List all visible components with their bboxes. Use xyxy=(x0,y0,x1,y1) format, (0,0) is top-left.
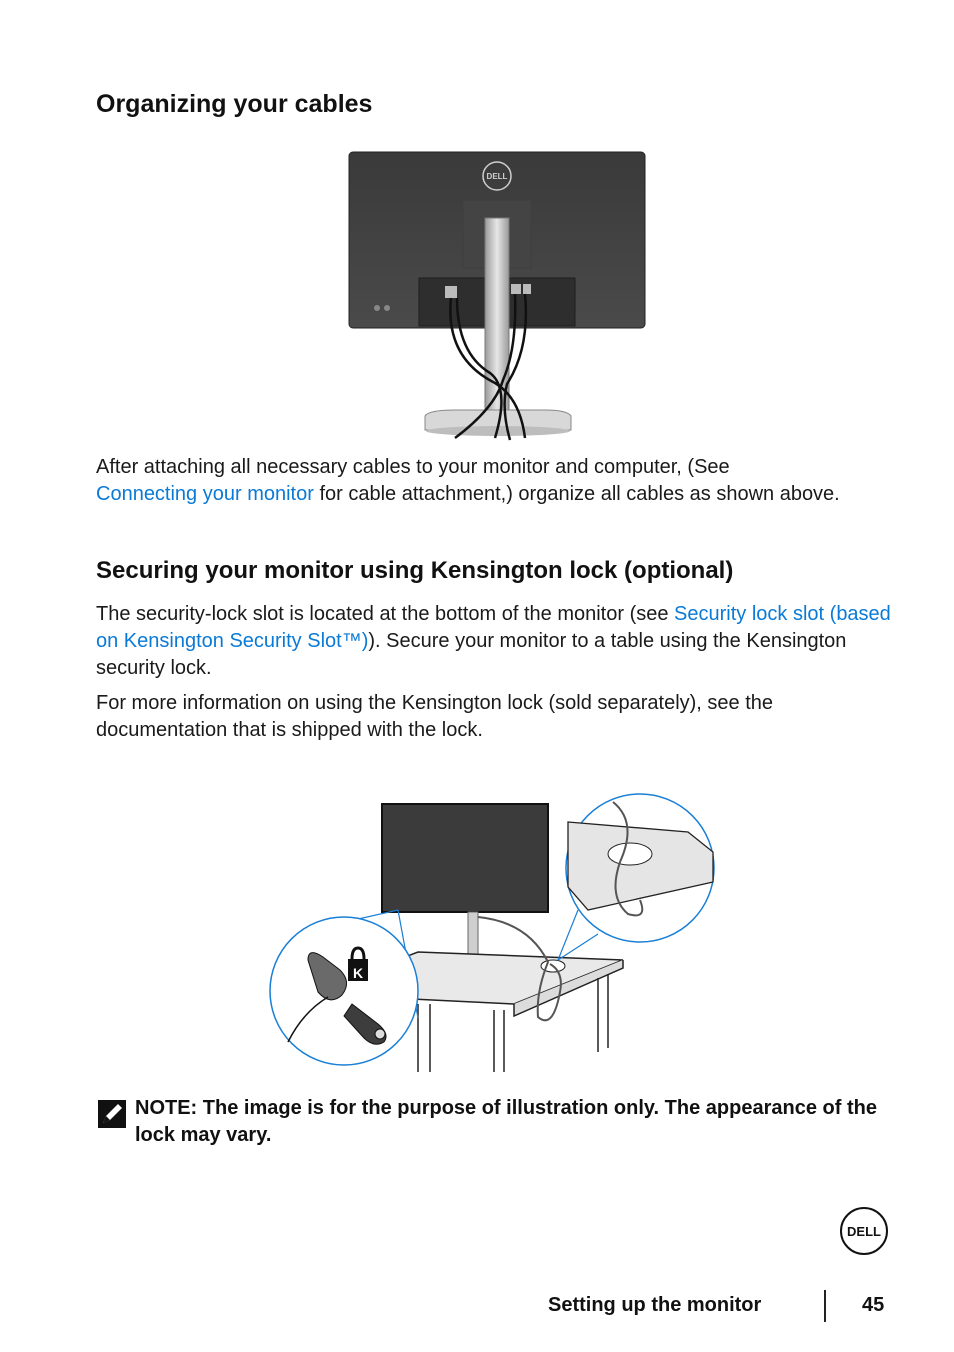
organize-cables-paragraph xyxy=(96,454,896,508)
connecting-monitor-link[interactable]: Connecting your monitor xyxy=(96,483,314,505)
paragraph-text: for cable attachment,) organize all cables as shown above. xyxy=(313,483,840,505)
footer-divider xyxy=(824,1290,826,1322)
paragraph-text: ). Secure your monitor to a table using the Kensington security lock. xyxy=(96,630,847,679)
note-pencil-icon xyxy=(98,1100,126,1128)
kensington-lock-illustration xyxy=(268,792,720,1077)
monitor-rear-cables-illustration xyxy=(345,148,650,443)
section-heading-kensington: Securing your monitor using Kensington lock (optional) xyxy=(96,557,734,584)
page-number: 45 xyxy=(862,1294,885,1316)
footer-section-title: Setting up the monitor xyxy=(548,1294,762,1316)
dell-logo-text: DELL xyxy=(847,1224,881,1239)
security-lock-slot-link[interactable]: Security lock slot (based on Kensington Security Slot™) xyxy=(96,603,891,652)
dell-logo-text: DELL xyxy=(486,172,508,181)
security-slot-paragraph xyxy=(96,601,891,682)
paragraph-text: After attaching all necessary cables to your monitor and computer, (See xyxy=(96,456,730,478)
svg-text:K: K xyxy=(352,965,364,981)
dell-logo xyxy=(839,1206,889,1256)
paragraph-text: The security-lock slot is located at the bottom of the monitor (see xyxy=(96,603,675,625)
section-heading-organizing-cables: Organizing your cables xyxy=(96,90,373,118)
kensington-info-paragraph: For more information on using the Kensington lock (sold separately), see the documentation that is shipped with the lock. xyxy=(96,692,774,741)
illustration-note: NOTE: The image is for the purpose of illustration only. The appearance of the lock may vary. xyxy=(135,1097,877,1146)
